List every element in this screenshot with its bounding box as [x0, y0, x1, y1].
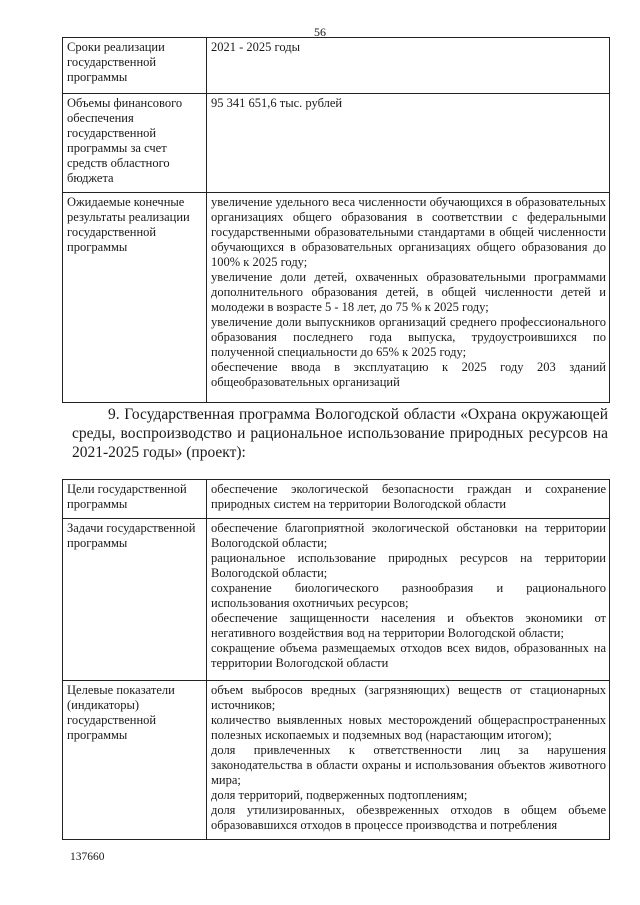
- section-heading: 9. Государственная программа Вологодской области «Охрана окружающей среды, воспроизводство и рациональное использование природных ресурсов на 2021-2025 годы» (проект):: [72, 406, 608, 461]
- value-line: 2021 - 2025 годы: [211, 40, 301, 54]
- row-label: Целевые показатели (индикаторы) государственной программы: [63, 681, 207, 840]
- row-value: [207, 480, 610, 519]
- table-row: [63, 480, 610, 519]
- value-line: увеличение доли детей, охваченных образовательными программами дополнительного образования детей, в общей численности детей и молодежи в возрасте 5 - 18 лет, до 75 % к 2025 году;: [211, 270, 606, 314]
- value-line: доля привлеченных к ответственности лиц за нарушения законодательства в области охраны и использования объектов животного мира;: [211, 743, 606, 787]
- row-label: Задачи государственной программы: [63, 519, 207, 681]
- value-line: увеличение доли выпускников организаций среднего профессионального образования последнего года выпуска, трудоустроившихся по полученной специальности до 65% к 2025 году;: [211, 315, 606, 359]
- value-line: 95 341 651,6 тыс. рублей: [211, 96, 343, 110]
- row-label: Цели государственной программы: [63, 480, 207, 519]
- value-line: обеспечение экологической безопасности граждан и сохранение природных систем на территории Вологодской области: [211, 482, 606, 511]
- table-row: [63, 94, 610, 193]
- row-value: [207, 193, 610, 403]
- value-line: обеспечение защищенности населения и объектов экономики от негативного воздействия вод на территории Вологодской области;: [211, 611, 606, 640]
- value-line: сохранение биологического разнообразия и рационального использования охотничьих ресурсов;: [211, 581, 606, 610]
- page-number: 56: [314, 25, 326, 39]
- table-row: [63, 519, 610, 681]
- row-value: [207, 38, 610, 94]
- table-row: [63, 681, 610, 840]
- row-label: Объемы финансового обеспечения государственной программы за счет средств областного бюджета: [63, 94, 207, 193]
- value-line: рациональное использование природных ресурсов на территории Вологодской области;: [211, 551, 606, 580]
- value-line: объем выбросов вредных (загрязняющих) веществ от стационарных источников;: [211, 683, 606, 712]
- document-number: 137660: [70, 851, 105, 863]
- row-label: Сроки реализации государственной программы: [63, 38, 207, 94]
- value-line: обеспечение ввода в эксплуатацию к 2025 году 203 зданий общеобразовательных организаций: [211, 360, 606, 389]
- value-line: увеличение удельного веса численности обучающихся в образовательных организациях общего образования в соответствии с федеральными государственными образовательными стандартами в общей численности обучающихся в образовательных организациях общего образования до 100% к 2025 году;: [211, 195, 606, 269]
- table-row: [63, 193, 610, 403]
- table-row: [63, 38, 610, 94]
- row-value: [207, 681, 610, 840]
- program-passport-table-1: [62, 37, 610, 403]
- row-value: [207, 94, 610, 193]
- row-value: [207, 519, 610, 681]
- program-passport-table-2: [62, 479, 610, 840]
- value-line: сокращение объема размещаемых отходов всех видов, образованных на территории Вологодской области: [211, 641, 606, 670]
- value-line: количество выявленных новых месторождений общераспространенных полезных ископаемых и подземных вод (нарастающим итогом);: [211, 713, 606, 742]
- value-line: обеспечение благоприятной экологической обстановки на территории Вологодской области;: [211, 521, 606, 550]
- value-line: доля территорий, подверженных подтоплениям;: [211, 788, 468, 802]
- value-line: доля утилизированных, обезвреженных отходов в общем объеме образовавшихся отходов в процессе производства и потребления: [211, 803, 606, 832]
- row-label: Ожидаемые конечные результаты реализации государственной программы: [63, 193, 207, 403]
